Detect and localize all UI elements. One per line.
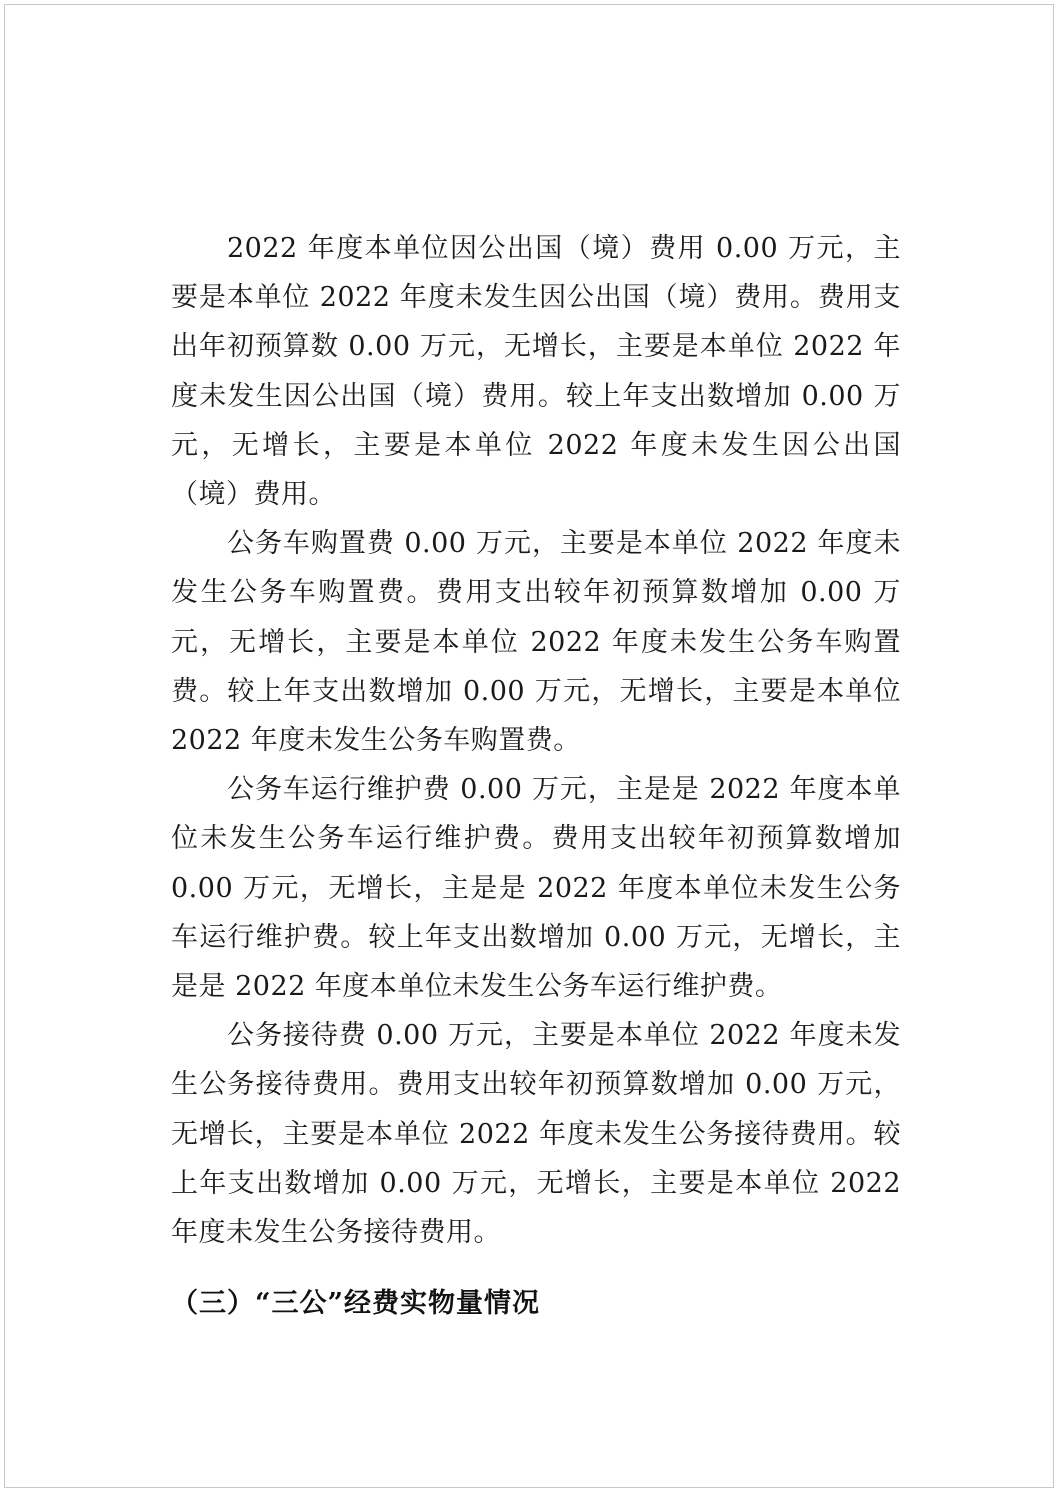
- paragraph-vehicle-purchase: 公务车购置费 0.00 万元，主要是本单位 2022 年度未发生公务车购置费。费用支出较年初预算数增加 0.00 万元，无增长，主要是本单位 2022 年度未发生公务车购置费。较上年支出数增加 0.00 万元，无增长，主要是本单位 2022 年度未发生公务车购置费。: [171, 528, 901, 757]
- document-page: [4, 4, 1054, 1488]
- paragraph-reception: 公务接待费 0.00 万元，主要是本单位 2022 年度未发生公务接待费用。费用支出较年初预算数增加 0.00 万元，无增长，主要是本单位 2022 年度未发生公务接待费用。较上年支出数增加 0.00 万元，无增长，主要是本单位 2022 年度未发生公务接待费用。: [171, 1020, 901, 1249]
- paragraph-overseas-travel: 2022 年度本单位因公出国（境）费用 0.00 万元，主要是本单位 2022 年度未发生因公出国（境）费用。费用支出年初预算数 0.00 万元，无增长，主要是本单位 2022 年度未发生因公出国（境）费用。较上年支出数增加 0.00 万元，无增长，主要是本单位 2022 年度未发生因公出国（境）费用。: [171, 233, 901, 511]
- section-heading: （三）“三公”经费实物量情况: [171, 1288, 541, 1320]
- paragraph-vehicle-maintenance: 公务车运行维护费 0.00 万元，主是是 2022 年度本单位未发生公务车运行维护费。费用支出较年初预算数增加 0.00 万元，无增长，主是是 2022 年度本单位未发生公务车运行维护费。较上年支出数增加 0.00 万元，无增长，主是是 2022 年度本单位未发生公务车运行维护费。: [171, 774, 901, 1003]
- document-body: [171, 224, 901, 1328]
